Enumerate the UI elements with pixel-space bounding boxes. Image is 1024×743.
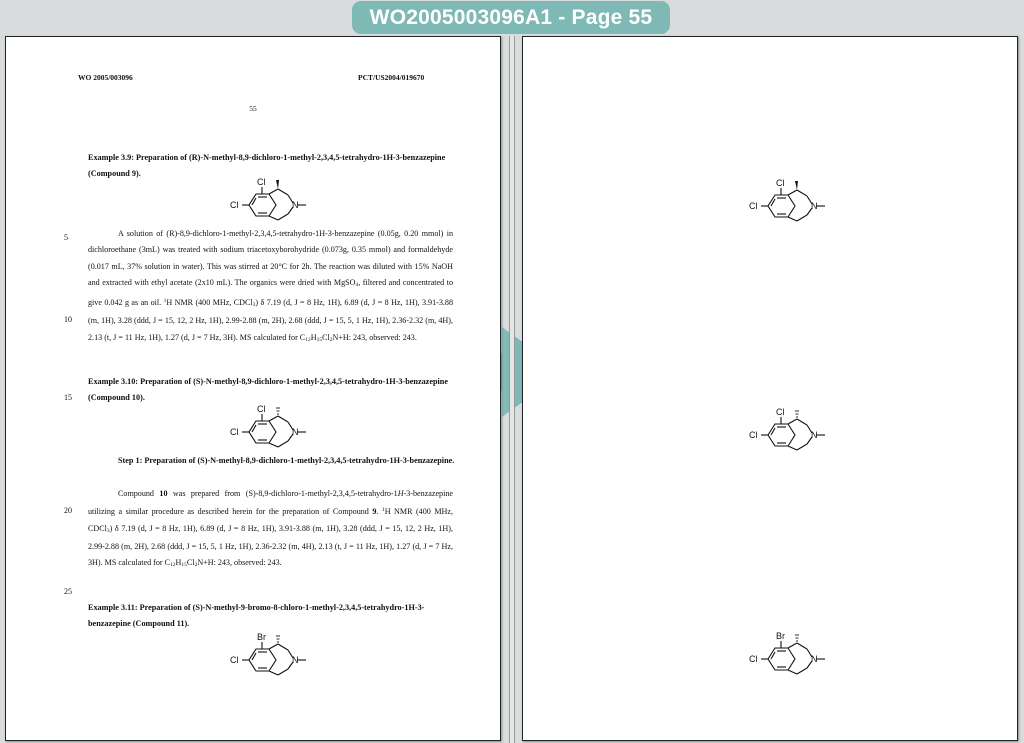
document-title-badge: WO2005003096A1 - Page 55 [352,1,670,34]
atom-label: Cl [257,404,266,414]
atom-label: Cl [230,427,239,437]
example-3-9-paragraph: A solution of (R)-8,9-dichloro-1-methyl-2,3,4,5-tetrahydro-1H-3-benzazepine (0.05g, 0.20 mmol) in dichloroethane (3mL) was treated with sodium triacetoxyborohydride (0.073g, 0.35 mmol) and formaldehyde (0.017 mL, 37% solution in water). This was stirred at 20°C for 2h. The reaction was diluted with 15% NaOH and extracted with ethyl acetate (2x10 mL). The organics were dried with MgSO$_4$, filtered and concentrated to give 0.042 g as an oil. $^1$H NMR (400 MHz, CDCl$_3$) δ 7.19 (d, J = 8 Hz, 1H), 6.89 (d, J = 8 Hz, 1H), 3.91-3.88 (m, 1H), 3.28 (ddd, J = 15, 12, 2 Hz, 1H), 2.99-2.88 (m, 2H), 2.68 (ddd, J = 15, 5, 1 Hz, 1H), 2.36-2.32 (m, 4H), 2.13 (t, J = 11 Hz, 1H), 1.27 (d, J = 7 Hz, 3H). MS calculated for $C_{12}H_{15}Cl_2N+H$: 243, observed: 243. [88,229,454,343]
extracted-compound-9-structure [745,177,845,233]
atom-label: Cl [749,654,758,664]
atom-label: N [292,655,299,665]
atom-label: Cl [776,178,785,188]
atom-label: N [811,201,818,211]
atom-label: Cl [749,430,758,440]
example-3-9-title: Example 3.9: Preparation of (R)-N-methyl-8,9-dichloro-1-methyl-2,3,4,5-tetrahydro-1H-3-benzazepine (Compound 9). [88,153,446,178]
atom-label: Cl [257,177,266,187]
example-3-11-title: Example 3.11: Preparation of (S)-N-methyl-9-bromo-8-chloro-1-methyl-2,3,4,5-tetrahydro-1H-3-benzazepine (Compound 11). [88,603,425,628]
atom-label: N [811,654,818,664]
compound-11-structure [226,631,326,687]
atom-label: N [292,200,299,210]
line-number: 10 [64,315,72,324]
application-number: PCT/US2004/019670 [358,73,425,82]
extracted-compound-11-structure [745,630,845,686]
line-number: 25 [64,587,72,596]
line-number: 20 [64,506,72,515]
line-number: 5 [64,233,68,242]
atom-label: N [811,430,818,440]
step-1-title: Step 1: Preparation of (S)-N-methyl-8,9-dichloro-1-methyl-2,3,4,5-tetrahydro-1H-3-benzazepine. [118,456,455,465]
publication-number: WO 2005/003096 [78,73,133,82]
example-3-10-title: Example 3.10: Preparation of (S)-N-methyl-8,9-dichloro-1-methyl-2,3,4,5-tetrahydro-1H-3-benzazepine (Compound 10). [88,377,448,402]
extracted-structures-page[interactable] [522,36,1018,741]
atom-label: N [292,427,299,437]
atom-label: Cl [749,201,758,211]
atom-label: Br [776,631,785,641]
page-divider [509,36,515,743]
compound-10-structure [226,403,326,459]
source-page[interactable] [5,36,501,741]
extracted-compound-10-structure [745,406,845,462]
atom-label: Cl [776,407,785,417]
atom-label: Cl [230,200,239,210]
page-number: 55 [249,104,257,113]
compound-9-structure [226,176,326,232]
atom-label: Br [257,632,266,642]
step-1-paragraph: Compound 10 was prepared from (S)-8,9-dichloro-1-methyl-2,3,4,5-tetrahydro-1H-3-benzazepine utilizing a similar procedure as described herein for the preparation of Compound 9. $^1$H NMR (400 MHz, CDCl$_3$) δ 7.19 (d, J = 8 Hz, 1H), 6.89 (d, J = 8 Hz, 1H), 3.91-3.88 (m, 1H), 3.28 (ddd, J = 15, 12, 2 Hz, 1H), 2.99-2.88 (m, 2H), 2.68 (ddd, J = 15, 5, 1 Hz, 1H), 2.36-2.32 (m, 4H), 2.13 (t, J = 11 Hz, 1H), 1.27 (d, J = 7 Hz, 3H). MS calculated for $C_{12}H_{15}Cl_2N+H$: 243, observed: 243. [88,489,453,569]
line-number: 15 [64,393,72,402]
atom-label: Cl [230,655,239,665]
